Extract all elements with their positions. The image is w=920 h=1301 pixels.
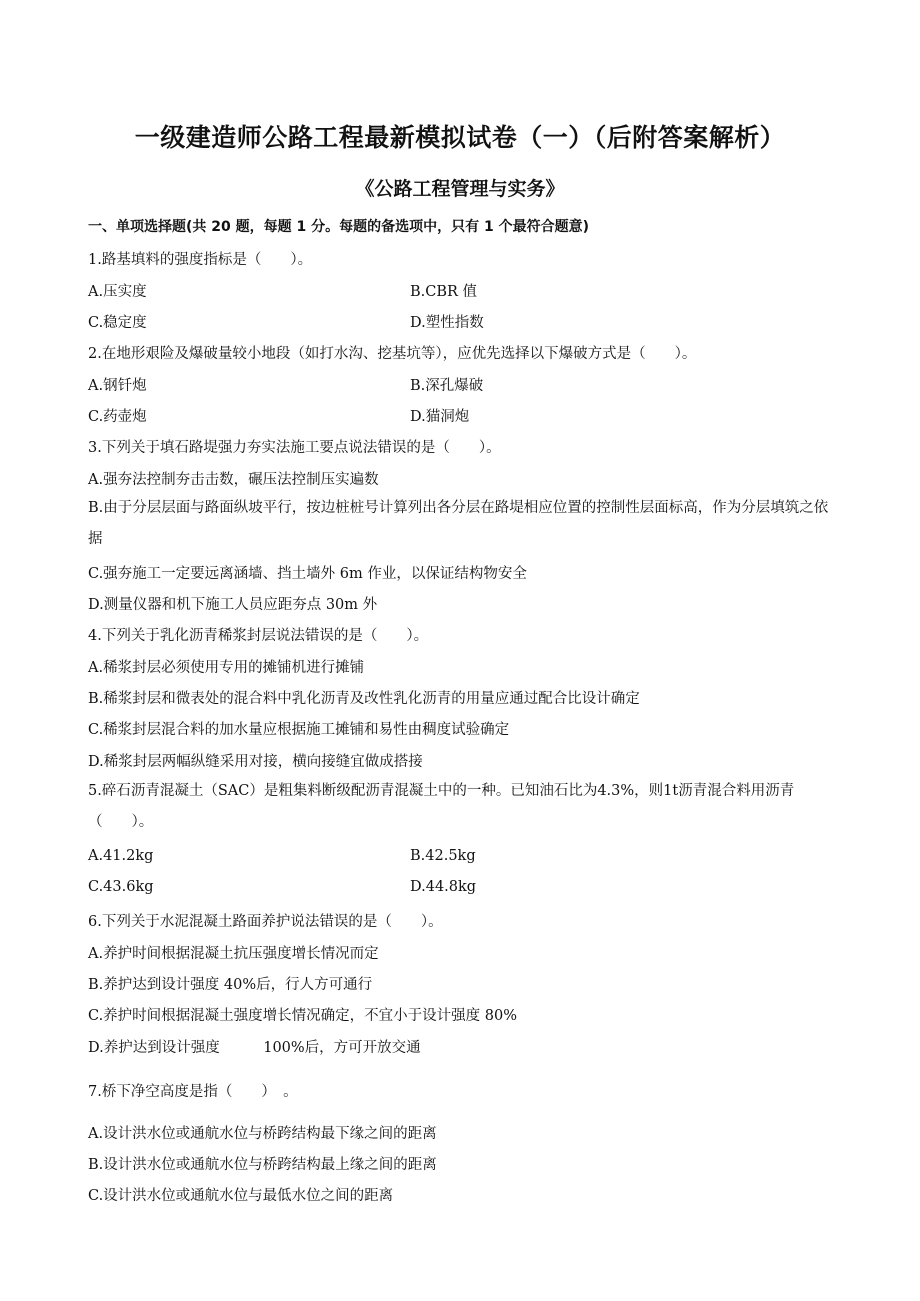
question-stem: 2.在地形艰险及爆破量较小地段（如打水沟、挖基坑等），应优先选择以下爆破方式是（ ）。: [88, 346, 697, 362]
option-a: A.设计洪水位或通航水位与桥跨结构最下缘之间的距离: [88, 1126, 437, 1142]
option-a: A.稀浆封层必须使用专用的摊铺机进行摊铺: [88, 660, 365, 676]
option-d: D.塑性指数: [410, 315, 484, 331]
option-d: D.养护达到设计强度 100%后，方可开放交通: [88, 1040, 421, 1056]
option-b: B.养护达到设计强度 40%后，行人方可通行: [88, 977, 373, 993]
option-b: B.设计洪水位或通航水位与桥跨结构最上缘之间的距离: [88, 1157, 437, 1173]
section-heading: 一、单项选择题(共 20 题，每题 1 分。每题的备选项中，只有 1 个最符合题意): [88, 219, 590, 235]
option-c: C.养护时间根据混凝土强度增长情况确定，不宜小于设计强度 80%: [88, 1008, 518, 1024]
option-a: A.钢钎炮: [88, 378, 147, 394]
document-subtitle: 《公路工程管理与实务》: [355, 178, 565, 200]
option-a: A.41.2kg: [88, 848, 154, 864]
option-d: D.44.8kg: [410, 879, 477, 895]
question-stem: 5.碎石沥青混凝土（SAC）是粗集料断级配沥青混凝土中的一种。已知油石比为4.3%，则1t沥青混合料用沥青（ ）。: [88, 783, 795, 830]
question-stem: 7.桥下净空高度是指（ ） 。: [88, 1084, 298, 1100]
option-c: C.43.6kg: [88, 879, 154, 895]
question-stem: 6.下列关于水泥混凝土路面养护说法错误的是（ ）。: [88, 914, 443, 930]
question-stem: 1.路基填料的强度指标是（ ）。: [88, 252, 313, 268]
option-b: B.稀浆封层和微表处的混合料中乳化沥青及改性乳化沥青的用量应通过配合比设计确定: [88, 691, 640, 707]
option-d: D.稀浆封层两幅纵缝采用对接，横向接缝宜做成搭接: [88, 754, 423, 770]
option-a: A.压实度: [88, 284, 147, 300]
question-stem: 4.下列关于乳化沥青稀浆封层说法错误的是（ ）。: [88, 628, 429, 644]
option-c: C.稀浆封层混合料的加水量应根据施工摊铺和易性由稠度试验确定: [88, 722, 510, 738]
option-b: B.深孔爆破: [410, 378, 484, 394]
question-stem: 3.下列关于填石路堤强力夯实法施工要点说法错误的是（ ）。: [88, 440, 501, 456]
option-c: C.药壶炮: [88, 409, 147, 425]
option-b: B.42.5kg: [410, 848, 476, 864]
option-c: C.强夯施工一定要远离涵墙、挡土墙外 6m 作业，以保证结构物安全: [88, 566, 527, 582]
option-c: C.设计洪水位或通航水位与最低水位之间的距离: [88, 1188, 394, 1204]
option-a: A.强夯法控制夯击击数，碾压法控制压实遍数: [88, 472, 379, 488]
option-b: B.由于分层层面与路面纵坡平行，按边桩桩号计算列出各分层在路堤相应位置的控制性层面标高，作为分层填筑之依据: [88, 500, 829, 547]
option-c: C.稳定度: [88, 315, 147, 331]
option-d: D.猫洞炮: [410, 409, 470, 425]
option-d: D.测量仪器和机下施工人员应距夯点 30m 外: [88, 597, 378, 613]
document-title: 一级建造师公路工程最新模拟试卷（一）（后附答案解析）: [134, 123, 786, 152]
option-b: B.CBR 值: [410, 284, 478, 300]
option-a: A.养护时间根据混凝土抗压强度增长情况而定: [88, 946, 379, 962]
